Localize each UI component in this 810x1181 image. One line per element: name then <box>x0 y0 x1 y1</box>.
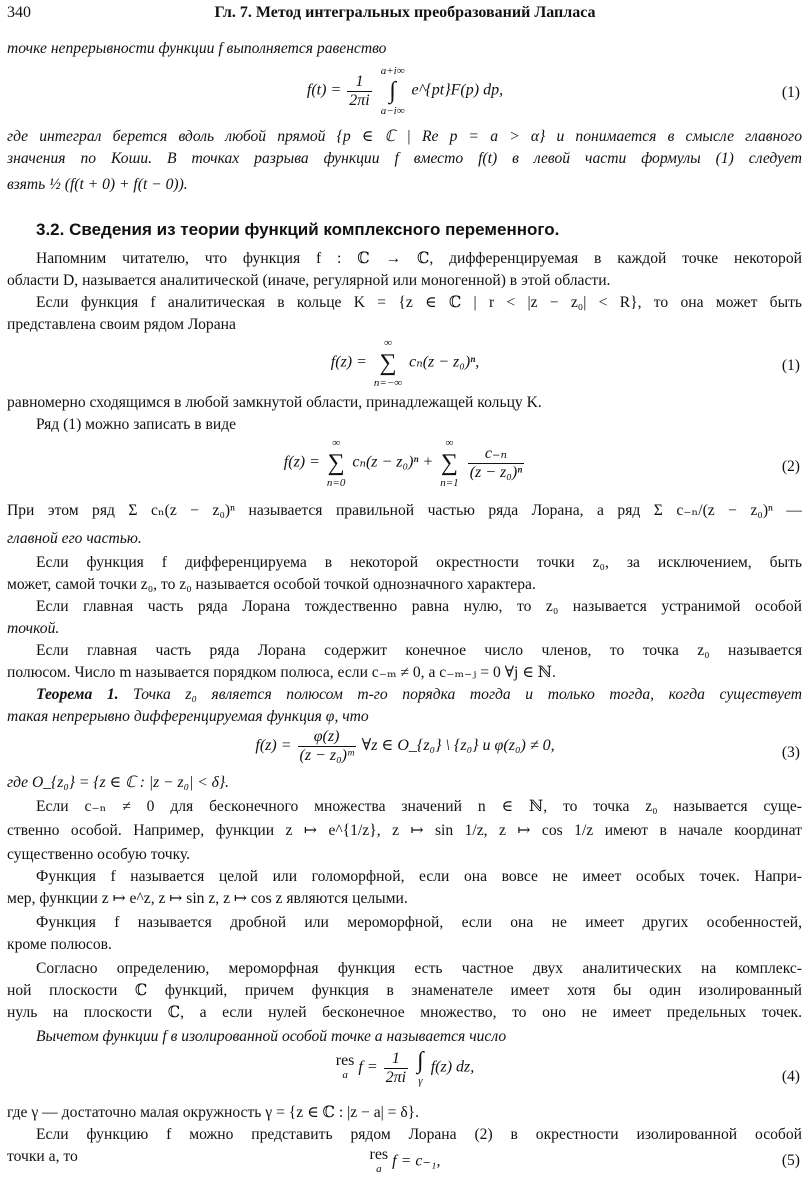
equation-number: (3) <box>781 744 800 761</box>
fraction-numerator: c₋ₙ <box>468 445 525 464</box>
residue-label: res <box>369 1146 389 1163</box>
sum-lower-limit: n=1 <box>440 477 459 489</box>
sum-upper-limit: ∞ <box>445 437 454 449</box>
text-line: представлена своим рядом Лорана <box>7 316 236 333</box>
equation-number: (5) <box>781 1152 800 1169</box>
eq-body: f(z) dz, <box>430 1058 475 1076</box>
sum-lower-limit: n=−∞ <box>373 377 403 389</box>
fraction-numerator: φ(z) <box>298 728 356 747</box>
text-line: кроме полюсов. <box>7 936 112 953</box>
theorem-text: Точка z₀ является полюсом m-го порядка тогда и только тогда, когда существует <box>133 686 802 703</box>
text-line: Если функция f аналитическая в кольце K = {z ∈ ℂ | r < |z − z₀| < R}, то она может быть <box>36 294 802 311</box>
text-line: ной плоскости ℂ функций, причем функция в знаменателе имеет хотя бы один изолированный <box>7 982 802 999</box>
section-heading: 3.2. Сведения из теории функций комплексного переменного. <box>36 220 560 239</box>
fraction <box>384 1050 408 1087</box>
residue-point: a <box>342 1069 348 1081</box>
text-line: точке непрерывности функции f выполняется равенство <box>7 40 387 57</box>
theorem-line: такая непрерывно дифференцируемая функция φ, что <box>7 708 369 725</box>
text-line: ственно особой. Например, функции z ↦ e^{1/z}, z ↦ sin 1/z, z ↦ cos 1/z имеют в начале координат <box>7 822 802 839</box>
text-line: точкой. <box>7 620 60 637</box>
text-line: Вычетом функции f в изолированной особой точке a называется число <box>36 1028 507 1045</box>
text-line: Согласно определению, мероморфная функция есть частное двух аналитических на комплекс- <box>36 960 802 977</box>
fraction-denominator: 2πi <box>385 1068 407 1086</box>
text-line: Если c₋ₙ ≠ 0 для бесконечного множества значений n ∈ ℕ, то точка z₀ называется суще- <box>36 798 802 815</box>
residue-operator <box>336 1054 355 1082</box>
integral-operator <box>417 1048 424 1088</box>
theorem-line <box>36 684 802 706</box>
equation-residue-integral <box>0 1048 810 1100</box>
sum-upper-limit: ∞ <box>332 437 341 449</box>
eq-body: f = c₋₁, <box>392 1152 441 1170</box>
text-line: Функция f называется целой или голоморфной, если она вовсе не имеет особых точек. Напри- <box>36 868 802 885</box>
sum-lower-limit: n=0 <box>326 477 346 489</box>
fraction <box>347 73 371 110</box>
eq-mid: cₙ(z − z₀)ⁿ + <box>352 453 434 471</box>
sum-upper-limit: ∞ <box>384 337 392 349</box>
text-line: Если функция f дифференцируема в некоторой окрестности точки z₀, за исключением, быть <box>36 554 802 571</box>
eq-lhs: f(t) = <box>306 81 342 99</box>
sum-sign-icon: ∑ <box>327 450 345 476</box>
equation-laurent-series <box>0 336 810 392</box>
equation-inverse-laplace <box>0 64 810 120</box>
integral-contour: γ <box>418 1075 423 1087</box>
text-line: существенно особую точку. <box>7 846 191 863</box>
fraction-numerator: 1 <box>384 1050 408 1069</box>
eq-lhs: f = <box>358 1058 378 1076</box>
sum-operator <box>327 436 345 490</box>
text-line: нуль на плоскости ℂ, а если нулей бесконечное множество, то оно не имеет предельных точек. <box>7 1004 802 1021</box>
equation-laurent-split <box>0 436 810 492</box>
text-line: При этом ряд Σ cₙ(z − z₀)ⁿ называется правильной частью ряда Лорана, а ряд Σ c₋ₙ/(z − z₀)ⁿ — <box>7 502 802 519</box>
fraction <box>298 728 356 765</box>
text-line: точки a, то <box>7 1148 78 1165</box>
eq-lhs: f(z) = <box>283 453 320 471</box>
equation-number: (2) <box>781 458 800 475</box>
fraction-denominator: (z − z₀)ⁿ <box>469 463 523 481</box>
integral-sign-icon: ∫ <box>389 78 396 104</box>
fraction-denominator: (z − z₀)ᵐ <box>299 747 354 764</box>
text-line: мер, функции z ↦ e^z, z ↦ sin z, z ↦ cos z являются целыми. <box>7 890 408 907</box>
equation-number: (1) <box>781 84 800 101</box>
integral-upper-limit: a+i∞ <box>380 65 405 77</box>
text-line: значения по Коши. В точках разрыва функции f вместо f(t) в левой части формулы (1) следует <box>7 150 802 167</box>
text-line: где O_{z₀} = {z ∈ ℂ : |z − z₀| < δ}. <box>7 774 229 791</box>
text-line: главной его частью. <box>7 530 142 547</box>
text-line: Ряд (1) можно записать в виде <box>36 416 237 433</box>
text-line: где γ — достаточно малая окружность γ = {z ∈ ℂ : |z − a| = δ}. <box>7 1104 420 1121</box>
page-number: 340 <box>7 4 31 21</box>
fraction <box>468 445 525 482</box>
eq-body: cₙ(z − z₀)ⁿ, <box>409 353 480 371</box>
fraction-denominator: 2πi <box>349 91 370 109</box>
text-line: может, самой точки z₀, то z₀ называется особой точкой однозначного характера. <box>7 576 536 593</box>
residue-point: a <box>376 1163 382 1175</box>
fraction-numerator: 1 <box>347 73 371 92</box>
text-line: Напомним читателю, что функция f : ℂ → ℂ, дифференцируемая в каждой точке некоторой <box>36 250 802 267</box>
text-line: Если функцию f можно представить рядом Лорана (2) в окрестности изолированной особой <box>36 1126 802 1143</box>
integral-sign-icon: ∫ <box>417 1048 424 1074</box>
text-line: Если главная часть ряда Лорана тождественно равна нулю, то z₀ называется устранимой особой <box>36 598 802 615</box>
eq-lhs: f(z) = <box>330 353 367 371</box>
text-line: равномерно сходящимся в любой замкнутой области, принадлежащей кольцу K. <box>7 394 542 411</box>
equation-residue-coefficient <box>0 1148 810 1180</box>
sum-sign-icon: ∑ <box>440 450 459 476</box>
equation-number: (1) <box>781 357 800 374</box>
eq-rest: ∀z ∈ O_{z₀} \ {z₀} и φ(z₀) ≠ 0, <box>361 737 555 755</box>
eq-body: e^{pt}F(p) dp, <box>411 81 504 99</box>
theorem-label: Теорема 1. <box>36 686 119 703</box>
sum-operator <box>374 336 402 390</box>
sum-operator <box>440 436 458 490</box>
equation-pole-representation <box>0 728 810 778</box>
running-title: Гл. 7. Метод интегральных преобразований Лапласа <box>214 4 596 21</box>
residue-label: res <box>335 1052 355 1069</box>
sum-sign-icon: ∑ <box>379 350 397 376</box>
equation-number: (4) <box>781 1068 800 1085</box>
eq-lhs: f(z) = <box>255 737 292 755</box>
text-line: где интеграл берется вдоль любой прямой {p ∈ ℂ | Re p = a > α} и понимается в смысле главного <box>7 128 802 145</box>
text-line: полюсом. Число m называется порядком полюса, если c₋ₘ ≠ 0, а c₋ₘ₋ⱼ = 0 ∀j ∈ ℕ. <box>7 664 556 681</box>
integral-operator <box>381 64 405 118</box>
integral-lower-limit: a−i∞ <box>380 105 405 117</box>
residue-operator <box>369 1148 388 1176</box>
text-line: Функция f называется дробной или мероморфной, если она не имеет других особенностей, <box>36 914 802 931</box>
text-line: взять ½ (f(t + 0) + f(t − 0)). <box>7 176 188 193</box>
text-line: области D, называется аналитической (иначе, регулярной или моногенной) в этой области. <box>7 272 611 289</box>
text-line: Если главная часть ряда Лорана содержит конечное число членов, то точка z₀ называется <box>36 642 802 659</box>
